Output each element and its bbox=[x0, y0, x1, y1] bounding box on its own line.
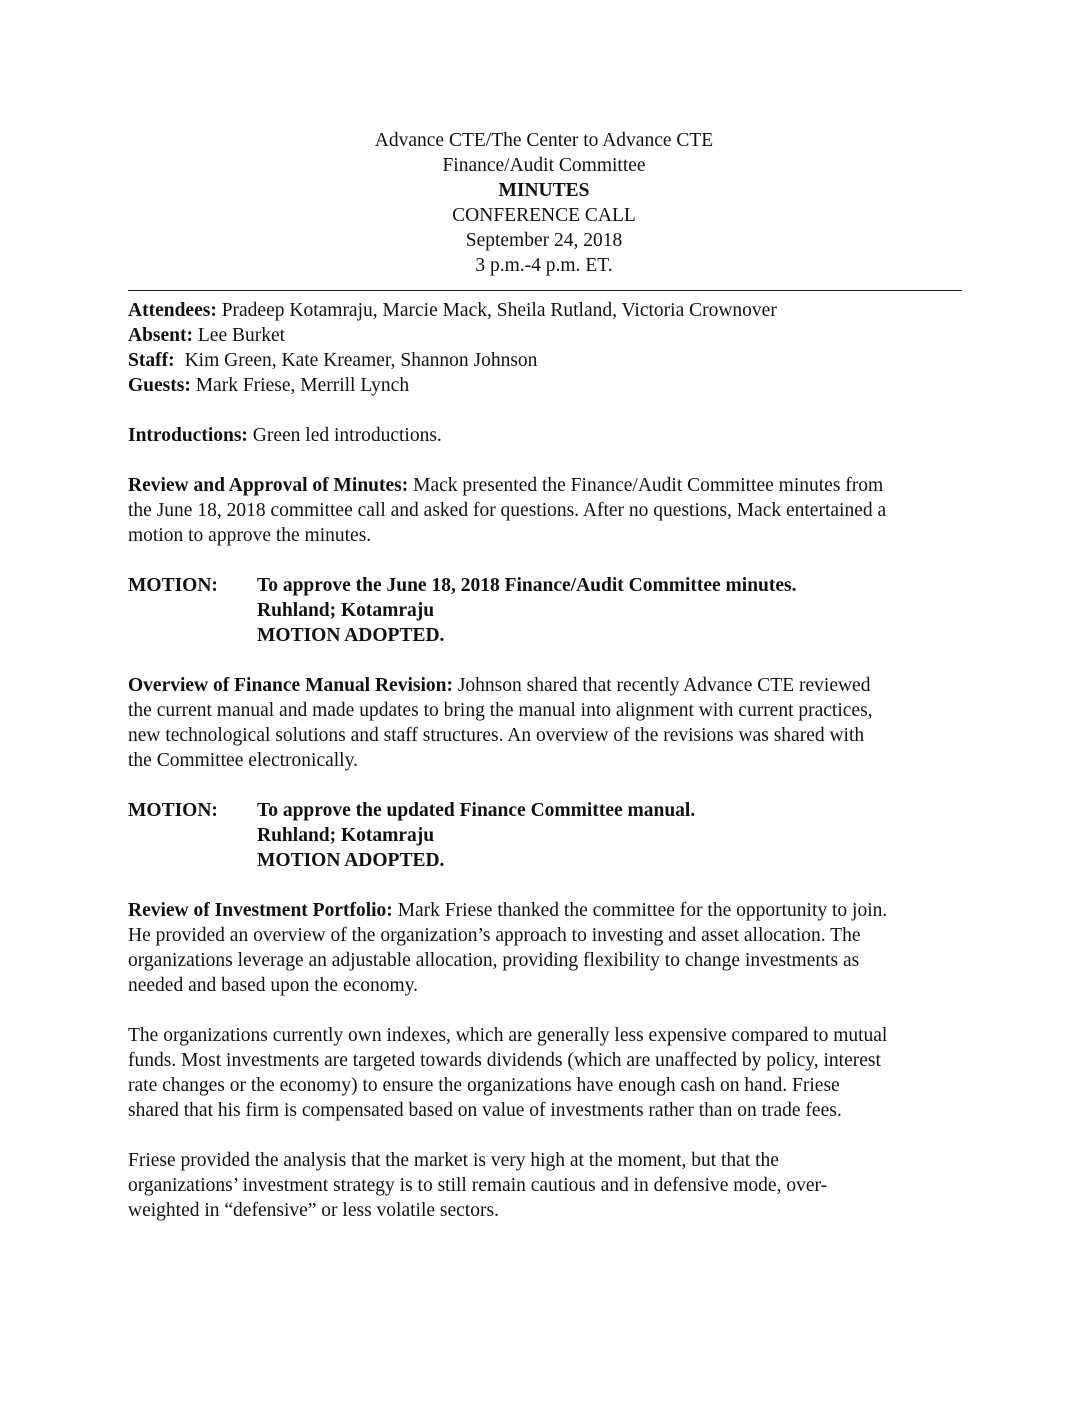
review-minutes-text-1: Mack presented the Finance/Audit Committee minutes from bbox=[408, 475, 884, 496]
absent-list: Lee Burket bbox=[197, 325, 286, 346]
attendance-block bbox=[128, 298, 968, 398]
analysis-paragraph bbox=[128, 1148, 968, 1223]
attendees-line bbox=[128, 298, 968, 323]
review-minutes-text-2: the June 18, 2018 committee call and asked for questions. After no questions, Mack entertained a bbox=[128, 500, 887, 521]
motion-approve-manual bbox=[128, 798, 968, 873]
investment-text-4: needed and based upon the economy. bbox=[128, 975, 419, 996]
motion-text: To approve the updated Finance Committee manual. bbox=[257, 800, 696, 821]
investment-section bbox=[128, 898, 968, 998]
review-minutes-label: Review and Approval of Minutes: bbox=[128, 475, 409, 496]
review-minutes-section bbox=[128, 473, 968, 548]
indexes-paragraph bbox=[128, 1023, 968, 1123]
meeting-type: CONFERENCE CALL bbox=[452, 205, 636, 226]
attendees-list: Pradeep Kotamraju, Marcie Mack, Sheila Rutland, Victoria Crownover bbox=[221, 300, 777, 321]
introductions-text: Green led introductions. bbox=[252, 425, 442, 446]
guests-list: Mark Friese, Merrill Lynch bbox=[195, 375, 410, 396]
indexes-text-3: rate changes or the economy) to ensure the organizations have enough cash on hand. Friese bbox=[128, 1075, 840, 1096]
guests-label: Guests: bbox=[128, 375, 191, 396]
finance-manual-section bbox=[128, 673, 968, 773]
indexes-text-4: shared that his firm is compensated based on value of investments rather than on trade fees. bbox=[128, 1100, 842, 1121]
motion-label: MOTION: bbox=[128, 800, 218, 821]
analysis-text-2: organizations’ investment strategy is to still remain cautious and in defensive mode, over- bbox=[128, 1175, 828, 1196]
investment-label: Review of Investment Portfolio: bbox=[128, 900, 393, 921]
absent-label: Absent: bbox=[128, 325, 194, 346]
finance-manual-text-2: the current manual and made updates to bring the manual into alignment with current practices, bbox=[128, 700, 873, 721]
staff-label: Staff: bbox=[128, 350, 175, 371]
committee-name: Finance/Audit Committee bbox=[442, 155, 646, 176]
motion-approve-minutes bbox=[128, 573, 968, 648]
motion-result: MOTION ADOPTED. bbox=[257, 850, 445, 871]
attendees-label: Attendees: bbox=[128, 300, 217, 321]
introductions-label: Introductions: bbox=[128, 425, 248, 446]
introductions-section bbox=[128, 423, 968, 448]
staff-list: Kim Green, Kate Kreamer, Shannon Johnson bbox=[184, 350, 538, 371]
absent-line bbox=[128, 323, 968, 348]
finance-manual-label: Overview of Finance Manual Revision: bbox=[128, 675, 453, 696]
motion-movers: Ruhland; Kotamraju bbox=[257, 600, 435, 621]
guests-line bbox=[128, 373, 968, 398]
finance-manual-text-3: new technological solutions and staff structures. An overview of the revisions was shared with bbox=[128, 725, 865, 746]
motion-movers: Ruhland; Kotamraju bbox=[257, 825, 435, 846]
meeting-date: September 24, 2018 bbox=[465, 230, 623, 251]
analysis-text-3: weighted in “defensive” or less volatile sectors. bbox=[128, 1200, 499, 1221]
org-title: Advance CTE/The Center to Advance CTE bbox=[374, 130, 714, 151]
minutes-body bbox=[128, 298, 968, 1248]
investment-text-2: He provided an overview of the organization’s approach to investing and asset allocation. The bbox=[128, 925, 861, 946]
motion-label: MOTION: bbox=[128, 575, 218, 596]
indexes-text-2: funds. Most investments are targeted towards dividends (which are unaffected by policy, interest bbox=[128, 1050, 881, 1071]
document-header bbox=[0, 128, 1088, 278]
investment-text-3: organizations leverage an adjustable allocation, providing flexibility to change investments as bbox=[128, 950, 860, 971]
header-divider bbox=[128, 290, 962, 291]
motion-result: MOTION ADOPTED. bbox=[257, 625, 445, 646]
review-minutes-text-3: motion to approve the minutes. bbox=[128, 525, 372, 546]
minutes-heading: MINUTES bbox=[498, 180, 590, 201]
finance-manual-text-1: Johnson shared that recently Advance CTE reviewed bbox=[452, 675, 871, 696]
investment-text-1: Mark Friese thanked the committee for the opportunity to join. bbox=[392, 900, 888, 921]
motion-text: To approve the June 18, 2018 Finance/Audit Committee minutes. bbox=[257, 575, 797, 596]
indexes-text-1: The organizations currently own indexes, which are generally less expensive compared to mutual bbox=[128, 1025, 888, 1046]
meeting-time: 3 p.m.-4 p.m. ET. bbox=[475, 255, 613, 276]
analysis-text-1: Friese provided the analysis that the market is very high at the moment, but that the bbox=[128, 1150, 779, 1171]
staff-line bbox=[128, 348, 968, 373]
finance-manual-text-4: the Committee electronically. bbox=[128, 750, 358, 771]
